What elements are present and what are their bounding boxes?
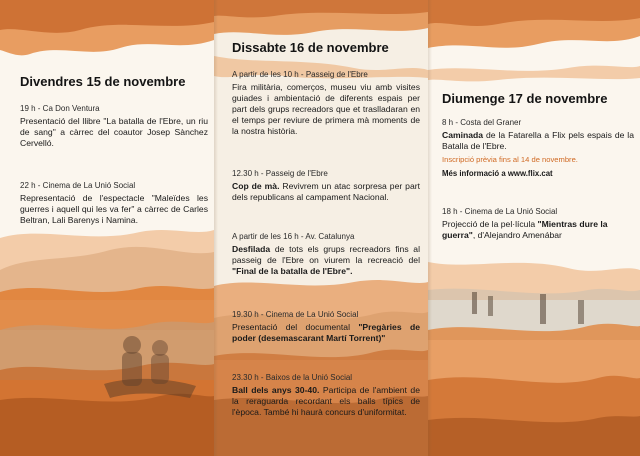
event-text: Representació de l'espectacle "Maleïdes les guerres i aquell qui les va fer" a càrrec de Carles Beltran, Lali Barenys i Namina. — [20, 193, 208, 225]
event-text: Presentació del llibre "La batalla de l'Ebre, un riu de sang" a càrrec del coautor Josep Sànchez Cervelló. — [20, 116, 208, 148]
event-body: Revivrem un atac sorpresa per part dels republicans al campament Nacional. — [232, 181, 420, 202]
registration-note: Inscripció prèvia fins al 14 de novembre. — [442, 155, 578, 164]
friday-event-2 — [20, 180, 208, 226]
event-bold: "Mientras dure la guerra" — [442, 219, 608, 240]
sunday-content — [428, 0, 640, 456]
event-header: A partir de les 10 h - Passeig de l'Ebre — [232, 70, 368, 79]
sunday-event-2 — [442, 206, 634, 241]
saturday-event-4 — [232, 309, 420, 344]
event-bold: Desfilada — [232, 244, 271, 254]
friday-event-1 — [20, 103, 208, 149]
event-body: Participa de l'ambient de la reraguarda recordant els balls típics de l'època. També hi haurà concurs d'uniformitat. — [232, 385, 420, 417]
panel-friday — [0, 0, 214, 456]
event-body: Presentació del documental — [232, 322, 359, 332]
event-bold: Caminada — [442, 130, 484, 140]
event-text — [232, 181, 420, 203]
friday-content — [0, 0, 214, 456]
panel-saturday — [214, 0, 428, 456]
event-body: de tots els grups recreadors fins al passeig de l'Ebre on viurem la recreació del — [232, 244, 420, 265]
event-header: 19.30 h - Cinema de La Unió Social — [232, 310, 359, 319]
event-header: 18 h - Cinema de La Unió Social — [442, 207, 558, 216]
saturday-event-3 — [232, 231, 420, 277]
event-text — [442, 219, 634, 241]
event-header: A partir de les 16 h - Av. Catalunya — [232, 232, 355, 241]
saturday-content — [214, 0, 428, 456]
sunday-event-1 — [442, 117, 634, 179]
saturday-event-1 — [232, 69, 420, 137]
fold-line — [214, 0, 218, 456]
event-text — [232, 385, 420, 418]
event-text — [232, 322, 420, 344]
fold-line — [428, 0, 432, 456]
saturday-event-2 — [232, 168, 420, 203]
event-body: de la Fatarella a Flix pels espais de la Batalla de l'Ebre. — [442, 130, 634, 151]
event-text — [442, 130, 634, 152]
friday-title: Divendres 15 de novembre — [20, 74, 186, 89]
event-text — [232, 244, 420, 277]
event-header: 23.30 h - Baixos de la Unió Social — [232, 373, 353, 382]
event-text: Fira militària, comerços, museu viu amb visites guiades i ambientació de diferents espais per part dels grups recreadors que et traslladaran en el temps per reviure de primera mà moments de la nostra història. — [232, 82, 420, 136]
event-header: 22 h - Cinema de La Unió Social — [20, 181, 136, 190]
event-body: Projecció de la pel·lícula — [442, 219, 538, 229]
event-bold: "Pregàries de poder (desemascarant Martí Torrent)" — [232, 322, 420, 343]
event-header: 8 h - Costa del Graner — [442, 118, 522, 127]
saturday-event-5 — [232, 372, 420, 418]
event-body-2: , d'Alejandro Amenábar — [472, 230, 562, 240]
event-header: 19 h - Ca Don Ventura — [20, 104, 100, 113]
more-info-link[interactable]: Més informació a www.flix.cat — [442, 169, 553, 178]
event-bold: Cop de mà. — [232, 181, 280, 191]
sunday-title: Diumenge 17 de novembre — [442, 91, 608, 106]
event-bold: Ball dels anys 30-40. — [232, 385, 320, 395]
saturday-title: Dissabte 16 de novembre — [232, 40, 389, 55]
event-header: 12.30 h - Passeig de l'Ebre — [232, 169, 328, 178]
panel-sunday — [428, 0, 640, 456]
event-bold-2: "Final de la batalla de l'Ebre". — [232, 266, 353, 276]
